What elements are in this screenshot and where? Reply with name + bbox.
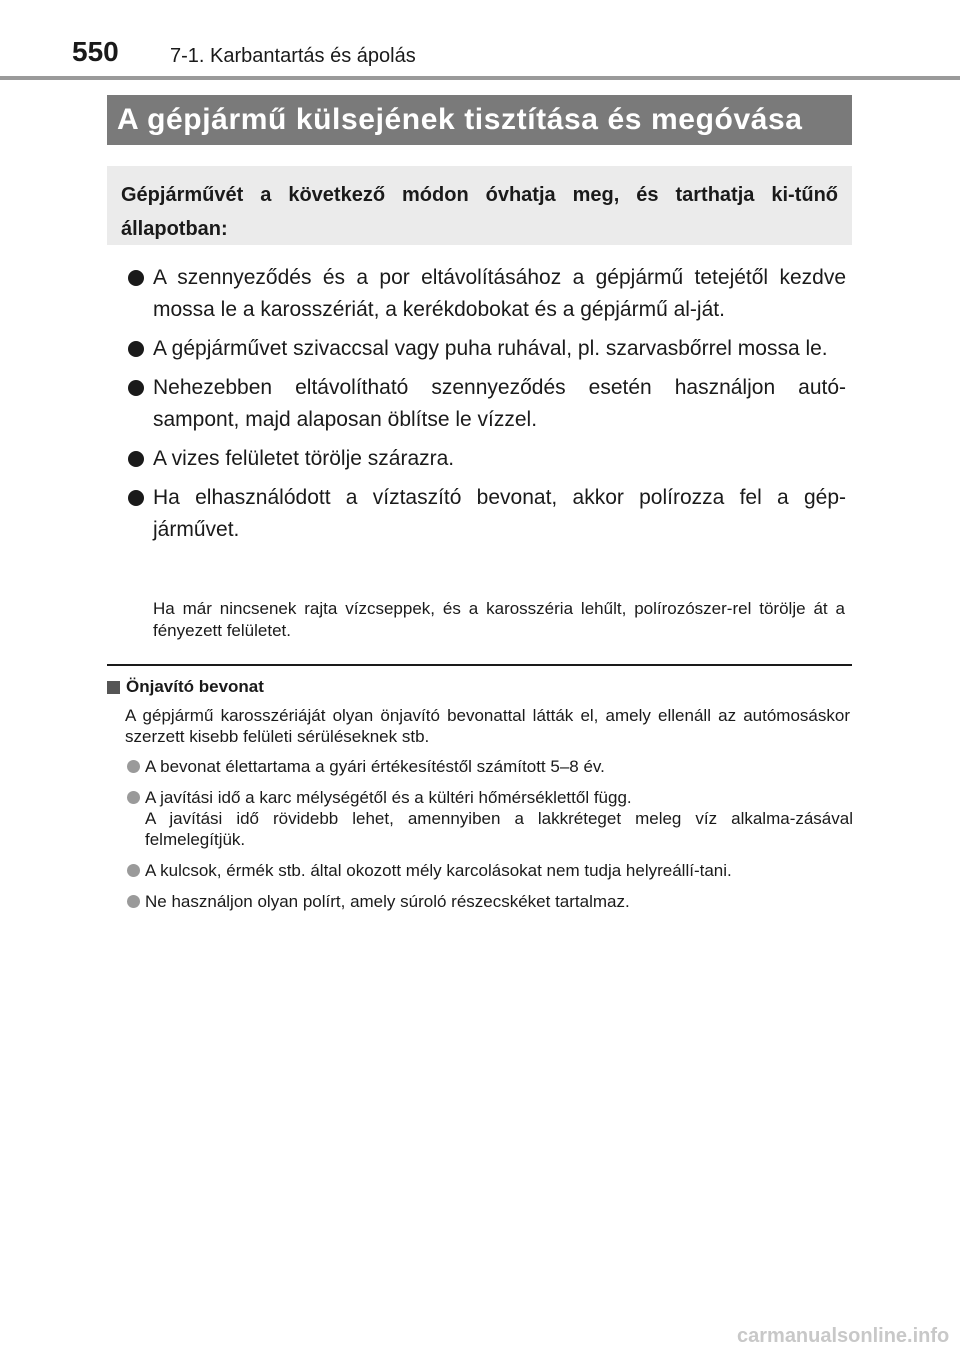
list-item: [127, 891, 853, 912]
list-item-extra-text: A javítási idő rövidebb lehet, amennyiben a lakkréteget meleg víz alkalma-zásával felmelegítjük.: [145, 809, 853, 849]
square-bullet-icon: [107, 681, 120, 694]
watermark: carmanualsonline.info: [737, 1325, 950, 1347]
bullet-icon: [128, 270, 144, 286]
intro-box: [107, 166, 852, 245]
subsection-heading-text: Önjavító bevonat: [126, 677, 264, 696]
list-item-text: A szennyeződés és a por eltávolításához a gépjármű tetejétől kezdve mossa le a karosszériát, a kerékdobokat és a gépjármű al-ját.: [153, 266, 846, 321]
list-item-text: A gépjárművet szivaccsal vagy puha ruhával, pl. szarvasbőrrel mossa le.: [153, 337, 828, 360]
list-item: [128, 482, 846, 546]
list-item: [128, 372, 846, 436]
header-divider: [0, 76, 960, 80]
bullet-icon: [127, 864, 140, 877]
list-item-text: Ne használjon olyan polírt, amely súroló részecskéket tartalmaz.: [145, 892, 630, 911]
subsection-heading: [107, 677, 264, 697]
list-item: [128, 443, 846, 475]
list-item: [127, 860, 853, 881]
bullet-icon: [128, 451, 144, 467]
intro-text: Gépjárművét a következő módon óvhatja meg, és tarthatja ki-tűnő állapotban:: [121, 184, 838, 240]
bullet-icon: [127, 895, 140, 908]
list-item-text: A kulcsok, érmék stb. által okozott mély karcolásokat nem tudja helyreállí-tani.: [145, 861, 732, 880]
bullet-icon: [127, 760, 140, 773]
coating-facts-list: [127, 756, 853, 922]
polish-note: Ha már nincsenek rajta vízcseppek, és a karosszéria lehűlt, polírozószer-rel törölje át a fényezett felületet.: [153, 599, 845, 640]
page-number: 550: [72, 36, 119, 67]
bullet-icon: [128, 380, 144, 396]
list-item-text: A vizes felületet törölje szárazra.: [153, 447, 455, 470]
subsection-description: A gépjármű karosszériáját olyan önjavító bevonattal látták el, amely ellenáll az autómosáskor szerzett kisebb felületi sérüléseknek stb.: [125, 706, 850, 746]
list-item: [127, 787, 853, 850]
list-item-text: Nehezebben eltávolítható szennyeződés esetén használjon autó-sampont, majd alaposan öblítse le vízzel.: [153, 376, 846, 431]
bullet-icon: [127, 791, 140, 804]
bullet-icon: [128, 490, 144, 506]
section-title: A gépjármű külsejének tisztítása és megóvása: [117, 103, 803, 136]
care-instructions-list: [128, 262, 846, 553]
section-divider: [107, 664, 852, 666]
bullet-icon: [128, 341, 144, 357]
list-item: [127, 756, 853, 777]
list-item-text: Ha elhasználódott a víztaszító bevonat, akkor polírozza fel a gép-járművet.: [153, 486, 846, 541]
list-item: [128, 333, 846, 365]
section-title-bar: [107, 95, 852, 145]
chapter-title: 7-1. Karbantartás és ápolás: [170, 45, 416, 67]
list-item-text: A bevonat élettartama a gyári értékesítéstől számított 5–8 év.: [145, 757, 605, 776]
list-item-text: A javítási idő a karc mélységétől és a kültéri hőmérséklettől függ.: [145, 788, 632, 807]
list-item: [128, 262, 846, 326]
